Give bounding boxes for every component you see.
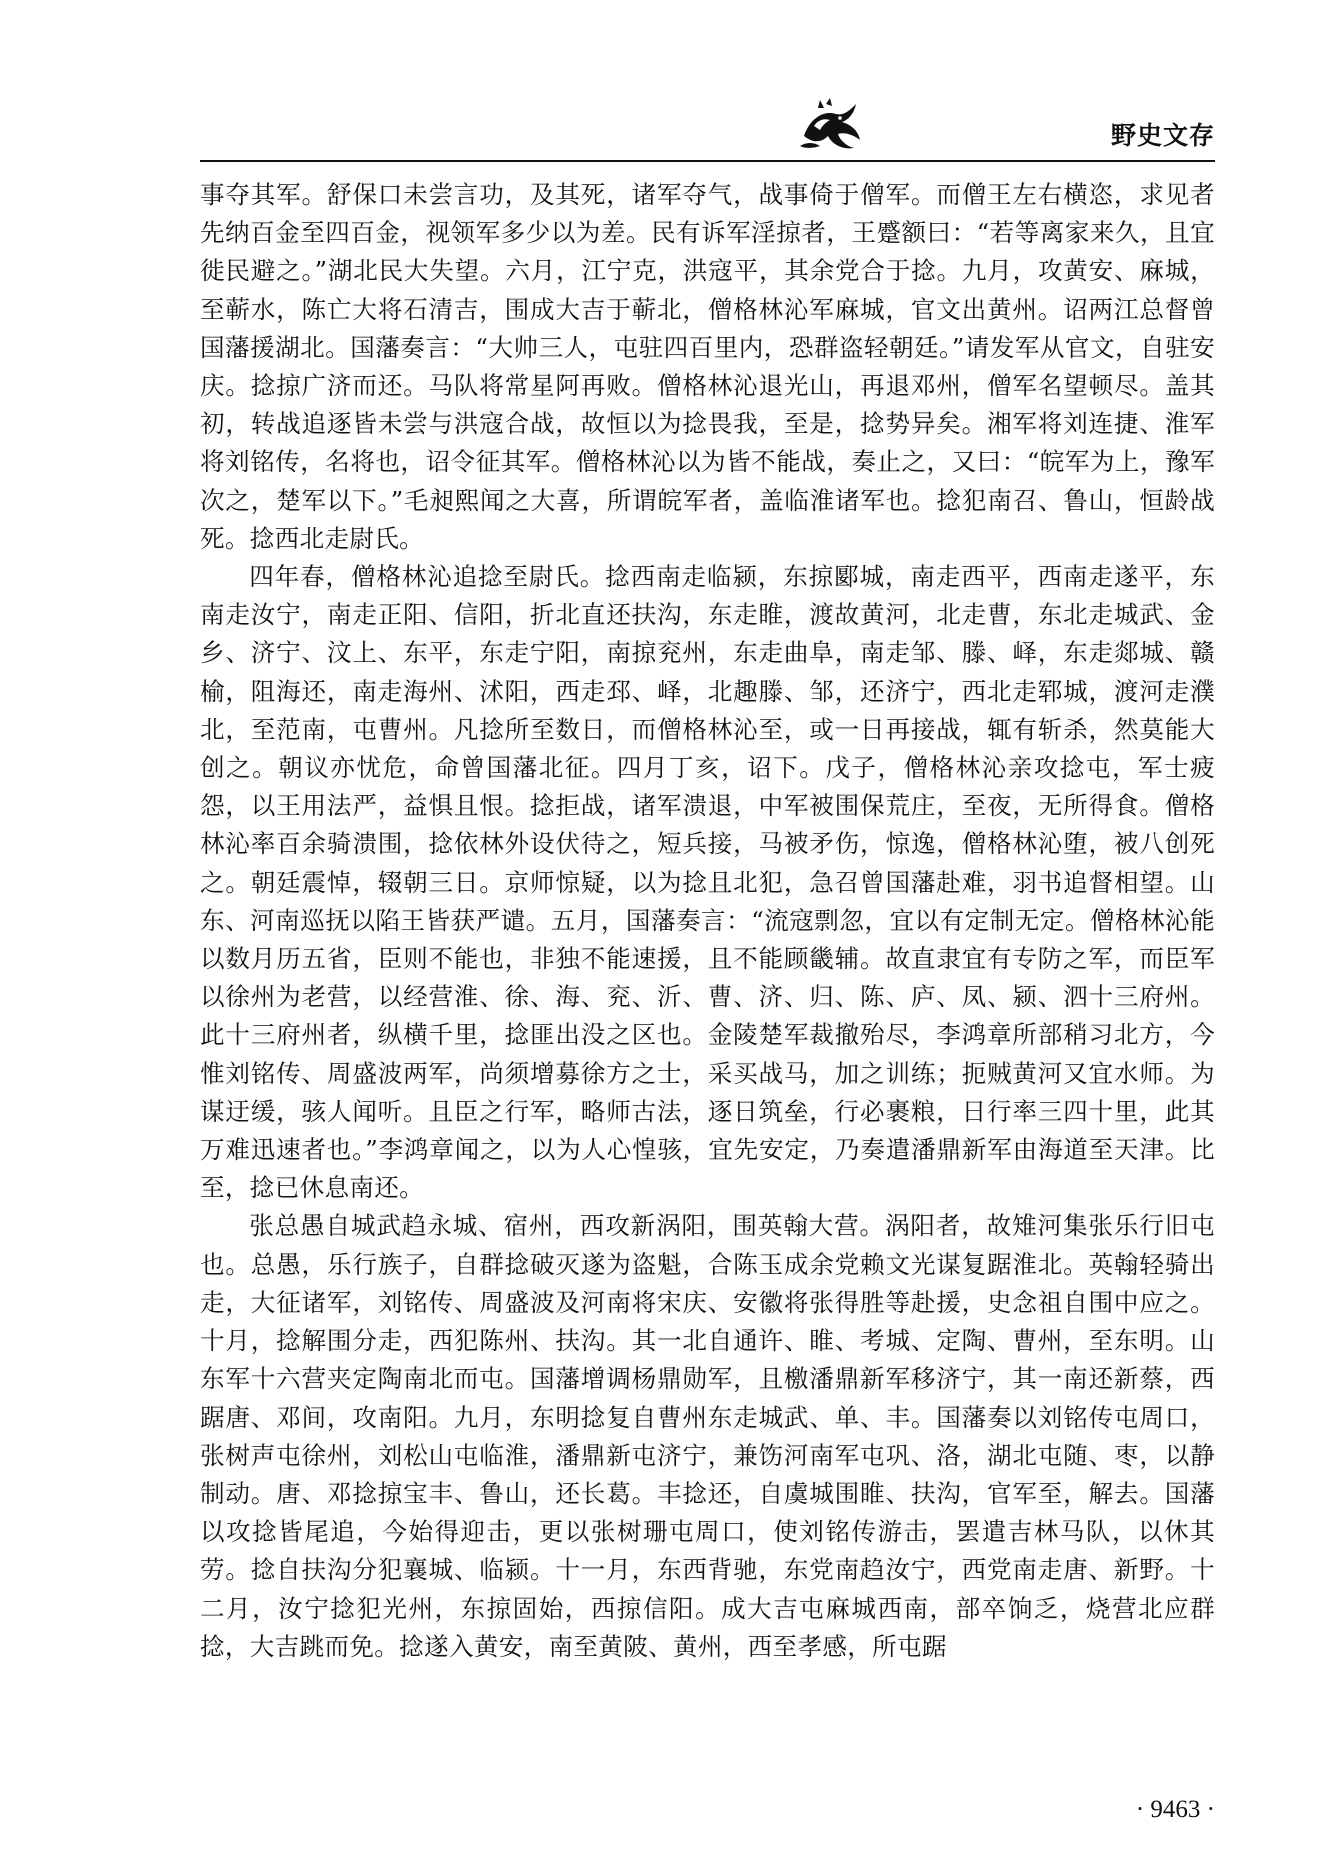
main-text [200,176,1215,1666]
page-header [200,96,1215,156]
header-divider [200,160,1215,162]
paragraph-1: 事夺其军。舒保口未尝言功，及其死，诸军夺气，战事倚于僧军。而僧王左右横恣，求见者先纳百金至四百金，视领军多少以为差。民有诉军淫掠者，王蹙额曰：“若等离家来久，且宜徙民避之。”湖北民大失望。六月，江宁克，洪寇平，其余党合于捻。九月，攻黄安、麻城，至蕲水，陈亡大将石清吉，围成大吉于蕲北，僧格林沁军麻城，官文出黄州。诏两江总督曾国藩援湖北。国藩奏言：“大帅三人，屯驻四百里内，恐群盗轻朝廷。”请发军从官文，自驻安庆。捻掠广济而还。马队将常星阿再败。僧格林沁退光山，再退邓州，僧军名望顿尽。盖其初，转战追逐皆未尝与洪寇合战，故恒以为捻畏我，至是，捻势异矣。湘军将刘连捷、淮军将刘铭传，名将也，诏令征其军。僧格林沁以为皆不能战，奏止之，又曰：“皖军为上，豫军次之，楚军以下。”毛昶熙闻之大喜，所谓皖军者，盖临淮诸军也。捻犯南召、鲁山，恒龄战死。捻西北走尉氏。 [200,180,1215,553]
paragraph-3: 张总愚自城武趋永城、宿州，西攻新涡阳，围英翰大营。涡阳者，故雉河集张乐行旧屯也。总愚，乐行族子，自群捻破灭遂为盗魁，合陈玉成余党赖文光谋复踞淮北。英翰轻骑出走，大征诸军，刘铭传、周盛波及河南将宋庆、安徽将张得胜等赴援，史念祖自围中应之。十月，捻解围分走，西犯陈州、扶沟。其一北自通许、睢、考城、定陶、曹州，至东明。山东军十六营夹定陶南北而屯。国藩增调杨鼎勋军，且檄潘鼎新军移济宁，其一南还新蔡，西踞唐、邓间，攻南阳。九月，东明捻复自曹州东走城武、单、丰。国藩奏以刘铭传屯周口，张树声屯徐州，刘松山屯临淮，潘鼎新屯济宁，兼饬河南军屯巩、洛，湖北屯随、枣，以静制动。唐、邓捻掠宝丰、鲁山，还长葛。丰捻还，自虞城围睢、扶沟，官军至，解去。国藩以攻捻皆尾追，今始得迎击，更以张树珊屯周口，使刘铭传游击，罢遣吉林马队，以休其劳。捻自扶沟分犯襄城、临颍。十一月，东西背驰，东党南趋汝宁，西党南走唐、新野。十二月，汝宁捻犯光州，东掠固始，西掠信阳。成大吉屯麻城西南，部卒饷乏，烧营北应群捻，大吉跳而免。捻遂入黄安，南至黄陂、黄州，西至孝感，所屯踞 [200,1211,1215,1661]
page-number: · 9463 · [1135,1796,1215,1823]
paragraph-2: 四年春，僧格林沁追捻至尉氏。捻西南走临颍，东掠郾城，南走西平，西南走遂平，东南走汝宁，南走正阳、信阳，折北直还扶沟，东走睢，渡故黄河，北走曹，东北走城武、金乡、济宁、汶上、东平，东走宁阳，南掠兖州，东走曲阜，南走邹、滕、峄，东走郯城、赣榆，阻海还，南走海州、沭阳，西走邳、峄，北趣滕、邹，还济宁，西北走郓城，渡河走濮北，至范南，屯曹州。凡捻所至数日，而僧格林沁至，或一日再接战，辄有斩杀，然莫能大创之。朝议亦忧危，命曾国藩北征。四月丁亥，诏下。戊子，僧格林沁亲攻捻屯，军士疲怨，以王用法严，益惧且恨。捻拒战，诸军溃退，中军被围保荒庄，至夜，无所得食。僧格林沁率百余骑溃围，捻依林外设伏待之，短兵接，马被矛伤，惊逸，僧格林沁堕，被八创死之。朝廷震悼，辍朝三日。京师惊疑，以为捻且北犯，急召曾国藩赴难，羽书追督相望。山东、河南巡抚以陷王皆获严谴。五月，国藩奏言：“流寇剽忽，宜以有定制无定。僧格林沁能以数月历五省，臣则不能也，非独不能速援，且不能顾畿辅。故直隶宜有专防之军，而臣军以徐州为老营，以经营淮、徐、海、兖、沂、曹、济、归、陈、庐、凤、颍、泗十三府州。此十三府州者，纵横千里，捻匪出没之区也。金陵楚军裁撤殆尽，李鸿章所部稍习北方，今惟刘铭传、周盛波两军，尚须增募徐方之士，采买战马，加之训练；扼贼黄河又宜水师。为谋迂缓，骇人闻听。且臣之行军，略师古法，逐日筑垒，行必裹粮，日行率三四十里，此其万难迅速者也。”李鸿章闻之，以为人心惶骇，宜先安定，乃奏遣潘鼎新军由海道至天津。比至，捻已休息南还。 [200,562,1215,1203]
book-title: 野史文存 [1110,121,1215,150]
dragon-emblem-icon [796,96,866,154]
